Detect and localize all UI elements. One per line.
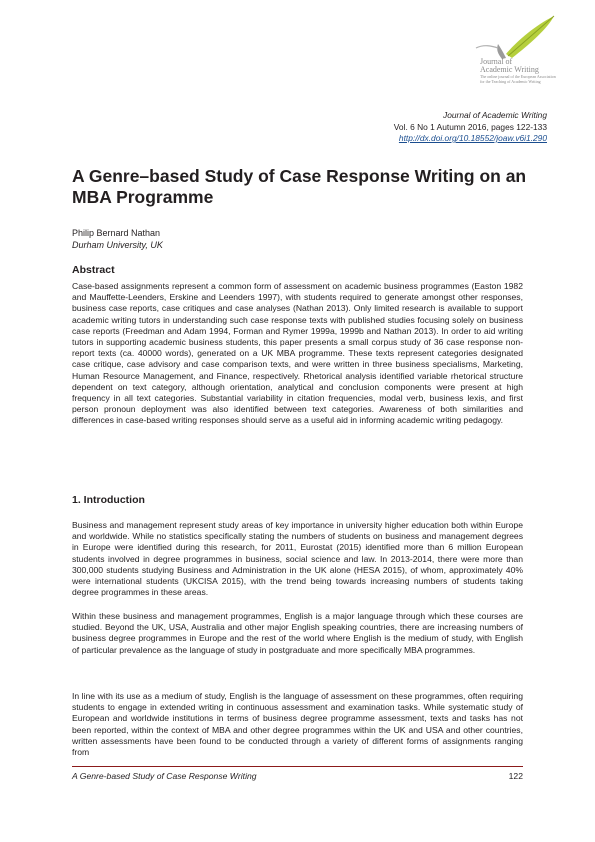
- author-block: [72, 227, 163, 251]
- page-number: 122: [508, 771, 523, 781]
- logo-swirl: [476, 46, 498, 48]
- abstract-heading: Abstract: [72, 264, 115, 276]
- logo-line-2: Academic Writing: [480, 65, 539, 74]
- footer-running-title: A Genre-based Study of Case Response Writing: [72, 771, 257, 781]
- journal-reference: [394, 110, 547, 145]
- paper-title: A Genre–based Study of Case Response Writing on an MBA Programme: [72, 166, 527, 207]
- journal-volume: Vol. 6 No 1 Autumn 2016, pages 122-133: [393, 121, 547, 132]
- logo-text: [480, 58, 560, 84]
- logo-line-3: The online journal of the European Association: [480, 74, 556, 79]
- journal-name: Journal of Academic Writing: [443, 110, 547, 120]
- pen-nib-icon: [468, 14, 558, 60]
- journal-logo: [468, 14, 558, 90]
- intro-paragraph-2: Within these business and management programmes, English is a major language through which these courses are studied. Beyond the UK, USA, Australia and other major English speaking countries, there are increasing numbers of business degree programmes in Europe and the rest of the world where English is the medium of study, with English of particular prevalence as the language of study in postgraduate and more specifically MBA programmes.: [72, 611, 523, 655]
- intro-paragraph-1: Business and management represent study areas of key importance in university higher education both within Europe and worldwide. While no statistics specifically stating the numbers of students on business and management degrees in Europe were identified during this research, for 2011, Eurostat (2015) identified more than 6 million European students involved in degree programmes in business, social science and law. In 2013-2014, there were more than 300,000 students studying Business and Administration in the UK alone (HESA 2015), of whom, approximately 40% were international students (UKCISA 2015), with the trend being towards increasing numbers of students taking degree programmes in these areas.: [72, 520, 523, 598]
- logo-line-1: Journal of: [480, 57, 513, 66]
- logo-line-4: for the Teaching of Academic Writing: [480, 79, 541, 84]
- intro-paragraph-3: In line with its use as a medium of study, English is the language of assessment on these programmes, often requiring students to engage in extended writing in continuous assessment and examination tasks. While systematic study of European and worldwide institutions in terms of business degree programme assessment, texts and tasks has not been reported, within the context of MBA and other degree programmes within the UK and USA and other countries, written assessments have been found to be conducted through a variety of different forms of assignments ranging from: [72, 691, 523, 758]
- logo-feather-spine: [508, 16, 554, 56]
- doi-link[interactable]: http://dx.doi.org/10.18552/joaw.v6i1.290: [398, 133, 547, 143]
- author-name: Philip Bernard Nathan: [72, 228, 161, 238]
- introduction-heading: 1. Introduction: [72, 494, 145, 506]
- abstract-text: Case-based assignments represent a common form of assessment on academic business programmes (Easton 1982 and Mauffette-Leenders, Erskine and Leenders 1997), with students required to generate amongst other responses, business case reports, case critiques and case analyses (Nathan 2013). Only limited research is available to support academic writing tutors in understanding such case response texts with published studies focusing solely on business case reports (Freedman and Adam 1994, Forman and Rymer 1999a, 1999b and Nathan 2013). In order to aid writing tutors in supporting academic business students, this paper presents a small corpus study of 36 case response non-report texts (ca. 40000 words), generated on a UK MBA programme. These texts represent categories designated case critique, case advisory and case comparison texts, and were written in three business specialisms, Marketing, Human Resource Management, and Finance, respectively. Rhetorical analysis identified variable rhetorical structure dependent on text category, although orientation, analytical and conclusion components were present at high frequency in all text categories. Substantial variability in citation frequencies, modal verb, business lexis, and first person pronoun deployment was also identified between text categories. Awareness of both similarities and differences in case-based writing responses should serve as a useful aid in informing academic writing pedagogy.: [72, 281, 523, 426]
- footer-rule: [72, 766, 523, 767]
- author-affiliation: Durham University, UK: [72, 240, 163, 250]
